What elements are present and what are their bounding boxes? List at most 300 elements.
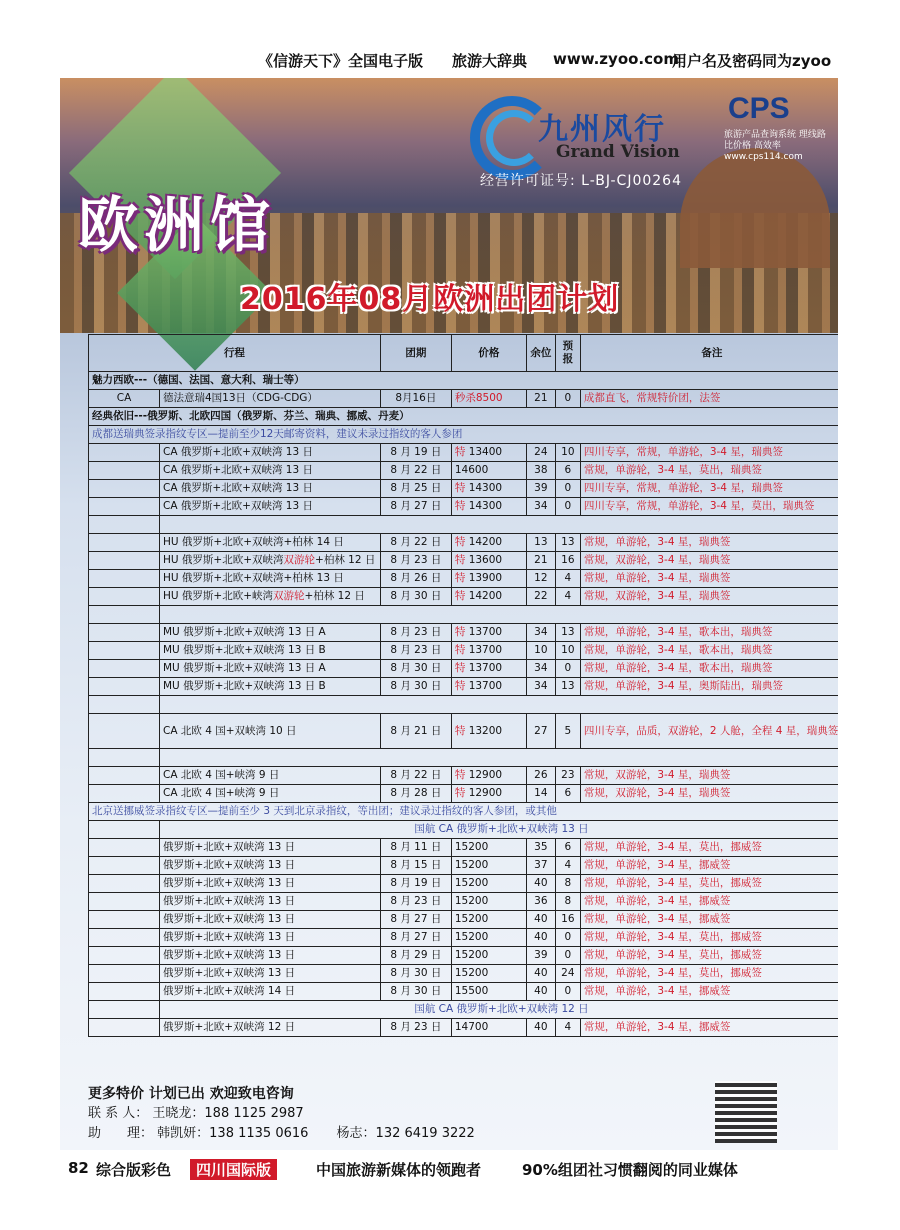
note-cell: 常规，单游轮，3-4 星，奥斯陆出，瑞典签 <box>580 678 838 696</box>
reserved-cell: 10 <box>555 444 580 462</box>
reserved-cell: 6 <box>555 785 580 803</box>
reserved-cell: 4 <box>555 857 580 875</box>
contact-block <box>88 1084 475 1144</box>
license-number: 经营许可证号: L-BJ-CJ00264 <box>480 173 682 189</box>
price-value: 13900 <box>468 572 503 584</box>
reserved-cell: 0 <box>555 660 580 678</box>
blank-cell <box>89 947 160 965</box>
table-row <box>89 534 839 552</box>
blank-cell <box>89 498 160 516</box>
brand-name-en: Grand Vision <box>556 142 680 162</box>
route-cell: CA 俄罗斯+北欧+双峡湾 13 日 <box>160 444 381 462</box>
note-cell: 常规，单游轮，3-4 星，莫出，挪威签 <box>580 875 838 893</box>
price-cell: 秒杀8500 <box>451 390 526 408</box>
note-cell: 常规，单游轮，3-4 星，莫出，挪威签 <box>580 947 838 965</box>
price-value: 13700 <box>468 644 503 656</box>
route-part: +柏林 12 日 <box>315 554 376 566</box>
blank-cell <box>89 678 160 696</box>
blank-cell <box>89 444 160 462</box>
route-cell <box>160 570 381 588</box>
banner <box>60 78 838 333</box>
date-cell: 8 月 26 日 <box>380 570 451 588</box>
slogan-1: 中国旅游新媒体的领跑者 <box>316 1161 482 1179</box>
table-row <box>89 839 839 857</box>
reserved-cell: 13 <box>555 534 580 552</box>
special-tag: 特 <box>454 554 466 566</box>
notice-row <box>89 426 839 444</box>
table-row <box>89 947 839 965</box>
price-value: 12900 <box>468 787 503 799</box>
price-cell <box>451 534 526 552</box>
seats-left-cell: 27 <box>526 714 555 749</box>
reserved-cell: 16 <box>555 552 580 570</box>
category-row <box>89 408 839 426</box>
table-row <box>89 785 839 803</box>
cps-subtitle: 旅游产品查询系统 理线路 比价格 高效率 www.cps114.com <box>724 130 826 162</box>
top-header <box>0 46 900 74</box>
date-cell: 8 月 28 日 <box>380 785 451 803</box>
table-row <box>89 678 839 696</box>
seats-left-cell: 12 <box>526 570 555 588</box>
blank-cell <box>89 839 160 857</box>
table-row <box>89 498 839 516</box>
special-tag: 特 <box>454 787 466 799</box>
assistant-label: 助 理： <box>88 1126 154 1141</box>
reserved-cell: 0 <box>555 480 580 498</box>
blank-cell <box>89 983 160 1001</box>
table-row <box>89 857 839 875</box>
route-cell: MU 俄罗斯+北欧+双峡湾 13 日 B <box>160 678 381 696</box>
contact-line <box>88 1104 475 1124</box>
table-row <box>89 444 839 462</box>
reserved-cell: 16 <box>555 911 580 929</box>
seats-left-cell: 22 <box>526 588 555 606</box>
price-value: 14300 <box>468 500 503 512</box>
note-cell: 常规，单游轮，3-4 星，挪威签 <box>580 857 838 875</box>
table-row <box>89 1019 839 1037</box>
reserved-cell: 0 <box>555 947 580 965</box>
header-date: 团期 <box>380 335 451 372</box>
note-cell: 四川专享，常规，单游轮，3-4 星，瑞典签 <box>580 444 838 462</box>
date-cell: 8 月 21 日 <box>380 714 451 749</box>
reserved-cell: 0 <box>555 983 580 1001</box>
category-row <box>89 372 839 390</box>
price-cell: 15200 <box>451 911 526 929</box>
date-cell: 8 月 19 日 <box>380 875 451 893</box>
seats-left-cell: 38 <box>526 462 555 480</box>
header-credentials: 用户名及密码同为zyoo <box>672 52 832 70</box>
seats-left-cell: 26 <box>526 767 555 785</box>
route-cell: 俄罗斯+北欧+双峡湾 12 日 <box>160 1019 381 1037</box>
seats-left-cell: 24 <box>526 444 555 462</box>
date-cell: 8 月 30 日 <box>380 678 451 696</box>
blank-cell <box>89 642 160 660</box>
seats-left-cell: 36 <box>526 893 555 911</box>
table-row <box>89 893 839 911</box>
date-cell: 8 月 23 日 <box>380 893 451 911</box>
date-cell: 8 月 25 日 <box>380 480 451 498</box>
seats-left-cell: 35 <box>526 839 555 857</box>
date-cell: 8 月 22 日 <box>380 767 451 785</box>
note-cell: 常规，单游轮，3-4 星，莫出，挪威签 <box>580 839 838 857</box>
price-cell <box>451 767 526 785</box>
date-cell: 8 月 27 日 <box>380 911 451 929</box>
category-western-europe: 魅力西欧---（德国、法国、意大利、瑞士等） <box>89 372 839 390</box>
seats-left-cell: 37 <box>526 857 555 875</box>
price-value: 13200 <box>468 724 503 737</box>
header-reserved: 预报 <box>555 335 580 372</box>
header-magazine: 《信游天下》全国电子版 <box>258 52 424 70</box>
price-value: 14300 <box>468 482 503 494</box>
price-cell <box>451 642 526 660</box>
reserved-cell: 13 <box>555 624 580 642</box>
category-nordic: 经典依旧---俄罗斯、北欧四国（俄罗斯、芬兰、瑞典、挪威、丹麦） <box>89 408 839 426</box>
date-cell: 8 月 30 日 <box>380 965 451 983</box>
price-cell: 15200 <box>451 929 526 947</box>
price-cell: 15200 <box>451 875 526 893</box>
edition-tag: 四川国际版 <box>190 1159 277 1180</box>
route-cell: 俄罗斯+北欧+双峡湾 13 日 <box>160 929 381 947</box>
seats-left-cell: 40 <box>526 911 555 929</box>
nordic-group <box>89 767 839 803</box>
date-cell: 8 月 11 日 <box>380 839 451 857</box>
special-tag: 特 <box>454 482 466 494</box>
date-cell: 8 月 27 日 <box>380 929 451 947</box>
table-row <box>89 390 839 408</box>
note-cell: 常规，单游轮，3-4 星，歌本出，瑞典签 <box>580 660 838 678</box>
header-price: 价格 <box>451 335 526 372</box>
blank-cell <box>89 767 160 785</box>
route-cell: 俄罗斯+北欧+双峡湾 13 日 <box>160 893 381 911</box>
note-cell: 常规，双游轮，3-4 星，瑞典签 <box>580 767 838 785</box>
date-cell: 8 月 22 日 <box>380 462 451 480</box>
brand-name-cn: 九州风行 <box>538 112 666 147</box>
special-tag: 特 <box>454 644 466 656</box>
route-cell: CA 北欧 4 国+双峡湾 10 日 <box>160 714 381 749</box>
spacer-row <box>89 606 839 624</box>
reserved-cell: 4 <box>555 588 580 606</box>
price-value: 13700 <box>468 626 503 638</box>
blank-cell <box>89 965 160 983</box>
contact-line <box>88 1124 475 1144</box>
price-value: 14200 <box>468 590 503 602</box>
blank-cell <box>89 893 160 911</box>
table-row <box>89 480 839 498</box>
price-cell <box>451 588 526 606</box>
date-cell: 8 月 22 日 <box>380 534 451 552</box>
note-cell: 常规，双游轮，3-4 星，瑞典签 <box>580 588 838 606</box>
notice-sweden-visa: 成都送瑞典签录指纹专区—提前至少12天邮寄资料，建议未录过指纹的客人参团 <box>89 426 839 444</box>
date-cell: 8 月 30 日 <box>380 983 451 1001</box>
price-cell: 15200 <box>451 893 526 911</box>
note-cell: 四川专享，常规，单游轮，3-4 星，莫出，瑞典签 <box>580 498 838 516</box>
special-tag: 特 <box>454 626 466 638</box>
special-tag: 特 <box>454 724 466 737</box>
date-cell: 8 月 27 日 <box>380 498 451 516</box>
note-cell: 常规，单游轮，3-4 星，莫出，瑞典签 <box>580 462 838 480</box>
route-part: +柏林 12 日 <box>304 590 365 602</box>
page-number: 82 <box>68 1159 89 1177</box>
price-cell: 15200 <box>451 965 526 983</box>
blank-cell <box>89 875 160 893</box>
date-cell: 8 月 23 日 <box>380 642 451 660</box>
table-row <box>89 911 839 929</box>
note-cell: 常规，单游轮，3-4 星，挪威签 <box>580 893 838 911</box>
seats-left-cell: 14 <box>526 785 555 803</box>
special-tag: 特 <box>454 662 466 674</box>
price-cell <box>451 660 526 678</box>
spacer-row <box>89 696 839 714</box>
ad-frame <box>60 78 838 1150</box>
ca-group <box>89 444 839 516</box>
note-cell: 常规，单游轮，3-4 星，挪威签 <box>580 911 838 929</box>
reserved-cell: 8 <box>555 893 580 911</box>
price-cell <box>451 785 526 803</box>
reserved-cell: 4 <box>555 570 580 588</box>
price-cell: 15500 <box>451 983 526 1001</box>
seats-left-cell: 13 <box>526 534 555 552</box>
route-cell: CA 俄罗斯+北欧+双峡湾 13 日 <box>160 462 381 480</box>
price-value: 13700 <box>468 680 503 692</box>
route-cell: MU 俄罗斯+北欧+双峡湾 13 日 A <box>160 624 381 642</box>
price-value: 13400 <box>468 446 503 458</box>
blank-cell <box>89 588 160 606</box>
edition-label: 综合版彩色 <box>96 1161 172 1179</box>
route-part: HU 俄罗斯+北欧+双峡湾+柏林 13 日 <box>163 572 344 584</box>
price-cell <box>451 678 526 696</box>
subheader-ca-13: 国航 CA 俄罗斯+北欧+双峡湾 13 日 <box>160 821 839 839</box>
route-cell: CA 北欧 4 国+峡湾 9 日 <box>160 785 381 803</box>
table-row <box>89 624 839 642</box>
price-cell <box>451 624 526 642</box>
tour-schedule-table <box>88 334 838 1037</box>
header-seats-left: 余位 <box>526 335 555 372</box>
seats-left-cell: 21 <box>526 552 555 570</box>
note-cell: 常规，单游轮，3-4 星，瑞典签 <box>580 570 838 588</box>
date-cell: 8 月 23 日 <box>380 1019 451 1037</box>
reserved-cell: 10 <box>555 642 580 660</box>
blank-cell <box>89 462 160 480</box>
price-cell: 14700 <box>451 1019 526 1037</box>
note-cell: 四川专享，品质，双游轮，2 人舱，全程 4 星，瑞典签 <box>580 714 838 749</box>
seats-left-cell: 40 <box>526 875 555 893</box>
bottom-bar <box>60 1157 840 1181</box>
extra-contact: 杨志：132 6419 3222 <box>336 1126 475 1141</box>
seats-left-cell: 40 <box>526 929 555 947</box>
special-tag: 特 <box>454 536 466 548</box>
section-title: 欧洲馆 <box>78 191 276 261</box>
date-cell: 8 月 23 日 <box>380 552 451 570</box>
route-part: HU 俄罗斯+北欧+峡湾 <box>163 590 274 602</box>
note-cell: 成都直飞，常规特价团，法签 <box>580 390 838 408</box>
slogan-2: 90%组团社习惯翻阅的同业媒体 <box>522 1161 738 1179</box>
price-cell <box>451 552 526 570</box>
header-notes: 备注 <box>580 335 838 372</box>
qr-code-icon[interactable] <box>715 1081 777 1143</box>
blank-cell <box>89 624 160 642</box>
blank-cell <box>89 857 160 875</box>
notice-norway-visa: 北京送挪威签录指纹专区—提前至少 3 天到北京录指纹，等出团；建议录过指纹的客人参团，或其他 <box>89 803 839 821</box>
note-cell: 常规，单游轮，3-4 星，挪威签 <box>580 1019 838 1037</box>
table-row <box>89 462 839 480</box>
plan-title: 2016年08月欧洲出团计划 <box>240 282 620 317</box>
date-cell: 8 月 15 日 <box>380 857 451 875</box>
beijing-group <box>89 839 839 1001</box>
price-cell <box>451 714 526 749</box>
route-cell: 俄罗斯+北欧+双峡湾 14 日 <box>160 983 381 1001</box>
seats-left-cell: 39 <box>526 480 555 498</box>
route-highlight: 双游轮 <box>273 590 305 602</box>
route-cell: 俄罗斯+北欧+双峡湾 13 日 <box>160 947 381 965</box>
table-row <box>89 714 839 749</box>
cathedral-dome-image <box>680 148 830 268</box>
table-row <box>89 767 839 785</box>
route-cell <box>160 552 381 570</box>
seats-left-cell: 34 <box>526 660 555 678</box>
note-cell: 常规，单游轮，3-4 星，歌本出，瑞典签 <box>580 642 838 660</box>
contact-label: 联 系 人： <box>88 1106 149 1121</box>
seats-left-cell: 34 <box>526 498 555 516</box>
reserved-cell: 6 <box>555 462 580 480</box>
hu-group <box>89 534 839 606</box>
contact-person: 王晓龙：188 1125 2987 <box>152 1106 304 1121</box>
special-tag: 特 <box>454 769 466 781</box>
airline-cell: CA <box>89 390 160 408</box>
blank-cell <box>89 929 160 947</box>
reserved-cell: 6 <box>555 839 580 857</box>
special-tag: 特 <box>454 590 466 602</box>
price-value: 12900 <box>468 769 503 781</box>
seats-left-cell: 39 <box>526 947 555 965</box>
price-value: 14200 <box>468 536 503 548</box>
subheader-ca-12: 国航 CA 俄罗斯+北欧+双峡湾 12 日 <box>160 1001 839 1019</box>
note-cell: 常规，双游轮，3-4 星，瑞典签 <box>580 785 838 803</box>
spacer-row <box>89 749 839 767</box>
price-cell <box>451 498 526 516</box>
price-cell <box>451 570 526 588</box>
header-url[interactable]: www.zyoo.com <box>553 50 679 68</box>
note-cell: 常规，双游轮，3-4 星，瑞典签 <box>580 552 838 570</box>
brand-logo-icon <box>486 110 542 166</box>
note-cell: 常规，单游轮，3-4 星，莫出，挪威签 <box>580 965 838 983</box>
contact-headline: 更多特价 计划已出 欢迎致电咨询 <box>88 1086 294 1102</box>
date-cell: 8 月 30 日 <box>380 660 451 678</box>
price-cell: 15200 <box>451 839 526 857</box>
route-cell <box>160 588 381 606</box>
reserved-cell: 4 <box>555 1019 580 1037</box>
date-cell: 8 月 30 日 <box>380 588 451 606</box>
route-cell: 俄罗斯+北欧+双峡湾 13 日 <box>160 965 381 983</box>
reserved-cell: 0 <box>555 498 580 516</box>
blank-cell <box>89 785 160 803</box>
price-cell: 15200 <box>451 947 526 965</box>
route-cell: CA 俄罗斯+北欧+双峡湾 13 日 <box>160 480 381 498</box>
route-cell: CA 北欧 4 国+峡湾 9 日 <box>160 767 381 785</box>
price-cell <box>451 444 526 462</box>
table-row <box>89 875 839 893</box>
route-part: HU 俄罗斯+北欧+双峡湾+柏林 14 日 <box>163 536 344 548</box>
note-cell: 四川专享，常规，单游轮，3-4 星，瑞典签 <box>580 480 838 498</box>
route-cell: 俄罗斯+北欧+双峡湾 13 日 <box>160 911 381 929</box>
price-value: 13700 <box>468 662 503 674</box>
note-cell: 常规，单游轮，3-4 星，歌本出，瑞典签 <box>580 624 838 642</box>
mu-group <box>89 624 839 696</box>
special-tag: 特 <box>454 500 466 512</box>
table-header-row <box>89 335 839 372</box>
reserved-cell: 0 <box>555 390 580 408</box>
date-cell: 8 月 29 日 <box>380 947 451 965</box>
price-value: 14600 <box>454 464 489 476</box>
route-cell: 俄罗斯+北欧+双峡湾 13 日 <box>160 875 381 893</box>
blank-cell <box>89 534 160 552</box>
route-cell: MU 俄罗斯+北欧+双峡湾 13 日 B <box>160 642 381 660</box>
special-tag: 特 <box>454 446 466 458</box>
assistant-person: 韩凯妍：138 1135 0616 <box>157 1126 309 1141</box>
route-cell: CA 俄罗斯+北欧+双峡湾 13 日 <box>160 498 381 516</box>
header-route: 行程 <box>89 335 381 372</box>
date-cell: 8 月 23 日 <box>380 624 451 642</box>
route-cell: 俄罗斯+北欧+双峡湾 13 日 <box>160 857 381 875</box>
table-row <box>89 552 839 570</box>
table-row <box>89 588 839 606</box>
price-cell: 15200 <box>451 857 526 875</box>
seats-left-cell: 34 <box>526 678 555 696</box>
seats-left-cell: 40 <box>526 965 555 983</box>
blank-cell <box>89 911 160 929</box>
route-cell: 俄罗斯+北欧+双峡湾 13 日 <box>160 839 381 857</box>
table-row <box>89 983 839 1001</box>
blank-cell <box>89 660 160 678</box>
table-row <box>89 965 839 983</box>
special-tag: 特 <box>454 680 466 692</box>
blank-cell <box>89 480 160 498</box>
price-value: 13600 <box>468 554 503 566</box>
price-cell <box>451 480 526 498</box>
note-cell: 常规，单游轮，3-4 星，莫出，挪威签 <box>580 929 838 947</box>
reserved-cell: 0 <box>555 929 580 947</box>
date-cell: 8月16日 <box>380 390 451 408</box>
blank-cell <box>89 552 160 570</box>
reserved-cell: 8 <box>555 875 580 893</box>
route-cell: 德法意瑞4国13日（CDG-CDG） <box>160 390 381 408</box>
table-row <box>89 642 839 660</box>
spacer-row <box>89 516 839 534</box>
seats-left-cell: 10 <box>526 642 555 660</box>
table-row <box>89 929 839 947</box>
special-tag: 特 <box>454 572 466 584</box>
table-row <box>89 570 839 588</box>
table-row <box>89 660 839 678</box>
reserved-cell: 23 <box>555 767 580 785</box>
seats-left-cell: 40 <box>526 983 555 1001</box>
cps-logo: CPS <box>728 92 790 125</box>
route-highlight: 双游轮 <box>283 554 316 566</box>
route-cell <box>160 534 381 552</box>
reserved-cell: 24 <box>555 965 580 983</box>
price-cell <box>451 462 526 480</box>
blank-cell <box>89 570 160 588</box>
subheader-row <box>89 821 839 839</box>
seats-left-cell: 40 <box>526 1019 555 1037</box>
reserved-cell: 13 <box>555 678 580 696</box>
reserved-cell: 5 <box>555 714 580 749</box>
note-cell: 常规，单游轮，3-4 星，挪威签 <box>580 983 838 1001</box>
seats-left-cell: 34 <box>526 624 555 642</box>
date-cell: 8 月 19 日 <box>380 444 451 462</box>
seats-left-cell: 21 <box>526 390 555 408</box>
notice-row <box>89 803 839 821</box>
route-cell: MU 俄罗斯+北欧+双峡湾 13 日 A <box>160 660 381 678</box>
